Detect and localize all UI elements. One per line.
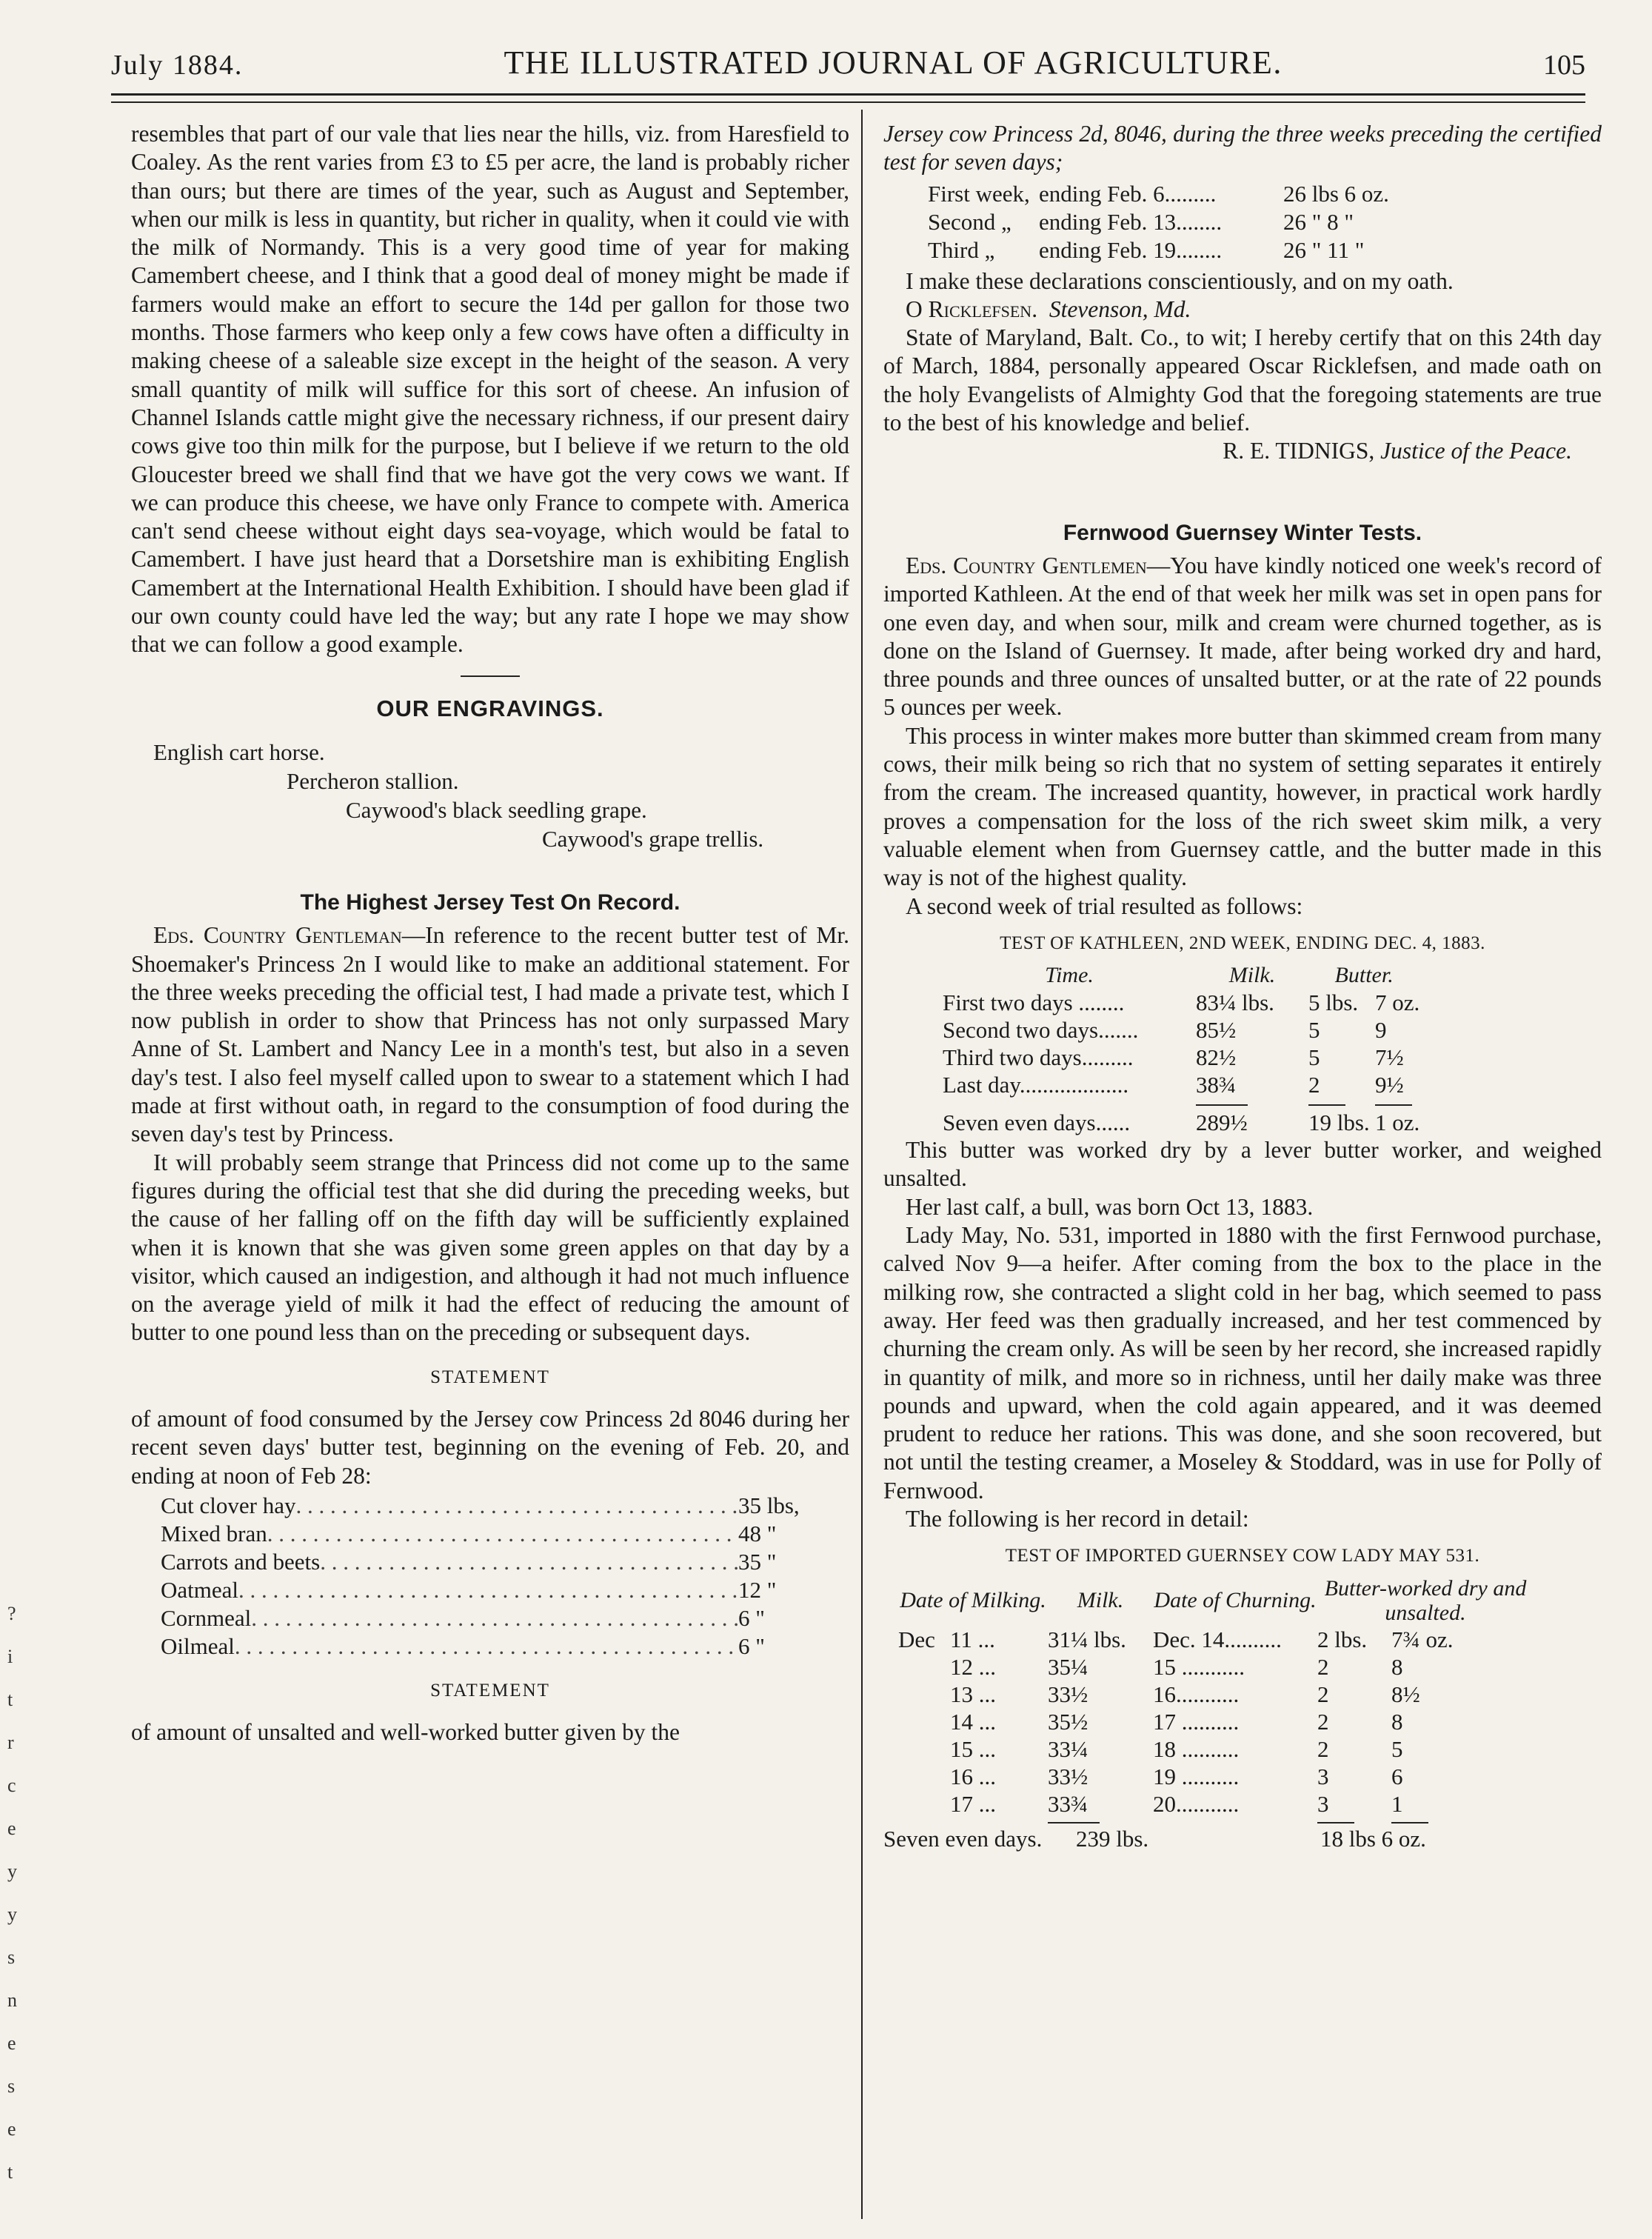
food-amount: 48 " bbox=[738, 1520, 777, 1546]
cell-day: 13 ... bbox=[950, 1681, 996, 1707]
food-item: Oilmeal bbox=[161, 1632, 235, 1659]
lady-may-table-title: TEST OF IMPORTED GUERNSEY COW LADY MAY 531. bbox=[1005, 1546, 1480, 1566]
week-row bbox=[928, 180, 1602, 208]
cell-butter-lbs: 2 bbox=[1317, 1653, 1329, 1680]
col-time: Time. bbox=[1045, 963, 1094, 988]
justice-name: R. E. TIDNIGS, bbox=[1223, 438, 1375, 464]
cell-time: Last day................... bbox=[943, 1072, 1129, 1098]
camembert-paragraph: resembles that part of our vale that lies near the hills, viz. from Haresfield to Coaley. As the rent varies from £3 to £5 per acre, the land is probably richer than ours; but there are times of the year, such as August and September, when our milk is less in quantity, but richer in quality, when it could vie with the milk of Normandy. This is a very good time of year for making Camembert cheese, and I think that a good deal of money might be made if farmers would make an effort to secure the 14d per gallon for those two months. Those farmers who keep only a few cows have often a difficulty in making cheese of a saleable size except in the height of the season. A very small quantity of milk will suffice for this sort of cheese. An infusion of Channel Islands cattle might give the necessary richness, if our present dairy cows give too thin milk for the purpose, but I believe if we return to the old Gloucester breed we shall find that we have got the very cows we want. If we can produce this cheese, we have only France to compete with. America can't send cheese without eight days sea-voyage, which would be fatal to Camembert. I have just heard that a Dorsetshire man is exhibiting English Camembert at the International Health Exhibition. I should have been glad if our own county could have led the way; but any rate I hope we may show that we can follow a good example. bbox=[131, 121, 849, 658]
food-row bbox=[161, 1520, 849, 1548]
food-row bbox=[161, 1604, 849, 1632]
cell-butter-oz: 9 bbox=[1375, 1017, 1387, 1044]
total-butter: 18 lbs 6 oz. bbox=[1320, 1825, 1426, 1852]
food-amount: 12 " bbox=[738, 1576, 777, 1603]
cell-day: 14 ... bbox=[950, 1708, 996, 1735]
week-ending: ending Feb. 6......... bbox=[1039, 180, 1217, 207]
signer-place: Stevenson, Md. bbox=[1049, 296, 1191, 322]
total-milk: 239 lbs. bbox=[1076, 1825, 1149, 1852]
cell-month bbox=[898, 1653, 950, 1681]
cell-butter-lbs: 5 bbox=[1308, 1044, 1320, 1071]
col-date-milking: Date of Milking. bbox=[900, 1588, 1046, 1613]
cell-butter-lbs: 2 bbox=[1317, 1735, 1329, 1762]
jersey-paragraph-2: It will probably seem strange that Princess did not come up to the same figures during the official test that she did during the preceding weeks, but the cause of her falling off on the fifth day will be sufficiently explained when it is known that she was given some green apples on that day by a visitor, which caused an indigestion, and although it had not much influence on the average yield of milk it had the effect of reducing the amount of butter to one pound less than on the preceding or subsequent days. bbox=[131, 1149, 849, 1346]
cell-butter-lbs: 2 bbox=[1308, 1072, 1320, 1098]
food-amount: 35 lbs, bbox=[738, 1492, 800, 1518]
table-row bbox=[898, 1626, 1534, 1653]
left-column bbox=[131, 120, 849, 1746]
fernwood-paragraph-1 bbox=[883, 552, 1602, 722]
fernwood-paragraph-1-text: —You have kindly noticed one week's record of imported Kathleen. At the end of that week her milk was set in open pans for one even day, and when sour, milk and cream were churned together, as is done on the Island of Guernsey. It made, after being worked dry and hard, three pounds and three ounces of unsalted butter, or at the rate of 22 pounds 5 ounces per week. bbox=[883, 552, 1602, 721]
cell-butter-lbs: 2 bbox=[1317, 1681, 1329, 1707]
justice-signature bbox=[883, 437, 1602, 465]
cell-day: 11 ... bbox=[950, 1626, 995, 1652]
margin-mark: n bbox=[7, 1989, 17, 2011]
food-amount: 6 " bbox=[738, 1632, 765, 1659]
cell-time: First two days ........ bbox=[943, 990, 1125, 1016]
cell-butter-oz: 7½ bbox=[1375, 1044, 1404, 1071]
food-item: Oatmeal bbox=[161, 1576, 239, 1603]
cell-milk: 82½ bbox=[1196, 1044, 1237, 1071]
cell-month: Dec bbox=[898, 1626, 935, 1652]
cell-butter-lbs: 5 bbox=[1308, 1017, 1320, 1044]
table-row bbox=[898, 1763, 1534, 1790]
affidavit: State of Maryland, Balt. Co., to wit; I hereby certify that on this 24th day of March, 1884, personally appeared Oscar Ricklefsen, and made oath on the holy Evangelists of Almighty God that the foregoing statements are true to the best of his knowledge and belief. bbox=[883, 324, 1602, 436]
col-milk: Milk. bbox=[1228, 963, 1276, 988]
after-paragraph-4: The following is her record in detail: bbox=[906, 1505, 1249, 1532]
margin-mark: t bbox=[7, 2161, 13, 2183]
cell-butter-oz: 6 bbox=[1391, 1763, 1403, 1789]
cell-butter-lbs: 3 bbox=[1317, 1763, 1329, 1789]
header-rule-secondary bbox=[111, 101, 1585, 103]
kathleen-header-row bbox=[943, 962, 1419, 989]
engraving-item: Percheron stallion. bbox=[287, 767, 459, 794]
margin-mark: y bbox=[7, 1861, 17, 1882]
cell-butter-oz: 5 bbox=[1391, 1735, 1403, 1762]
food-row bbox=[161, 1492, 849, 1520]
cell-churn-date: 15 ........... bbox=[1153, 1653, 1245, 1680]
cell-milk: 35½ bbox=[1048, 1708, 1088, 1735]
margin-mark: s bbox=[7, 2075, 16, 2097]
food-item: Mixed bran bbox=[161, 1520, 267, 1546]
food-item: Carrots and beets bbox=[161, 1548, 321, 1575]
lady-may-paragraph: Lady May, No. 531, imported in 1880 with the first Fernwood purchase, calved Nov 9—a heifer. After coming from the box to the place in the milking row, she contracted a slight cold in her bag, which seemed to pass away. Her feed was then gradually increased, and her test commenced by churning the cream only. As will be seen by her record, she increased rapidly in quantity of milk, and more so in richness, until her daily make was three pounds and upward, when the cold again appeared, and it was deemed prudent to reduce her rations. This was done, and she soon recovered, but not until the testing creamer, a Moseley & Stoddard, was in use for Polly of Fernwood. bbox=[883, 1222, 1602, 1504]
week-row bbox=[928, 236, 1602, 264]
lady-may-total-row bbox=[883, 1825, 1602, 1852]
declaration: I make these declarations conscientiously, and on my oath. bbox=[906, 267, 1454, 294]
cell-churn-date: 18 .......... bbox=[1153, 1735, 1240, 1762]
cell-total-lbs: 19 lbs. bbox=[1308, 1110, 1370, 1136]
cell-milk: 85½ bbox=[1196, 1017, 1237, 1044]
food-statement-text: of amount of food consumed by the Jersey cow Princess 2d 8046 during her recent seven days' butter test, beginning on the evening of Feb. 20, and ending at noon of Feb 28: bbox=[131, 1405, 849, 1489]
engraving-item: Caywood's black seedling grape. bbox=[346, 796, 647, 823]
margin-mark: e bbox=[7, 1818, 16, 1839]
cell-month bbox=[898, 1708, 950, 1735]
table-row bbox=[898, 1708, 1534, 1735]
table-row bbox=[943, 1016, 1419, 1044]
cell-churn-date: 16........... bbox=[1153, 1681, 1240, 1707]
right-column bbox=[883, 120, 1602, 1852]
cell-churn-date: 19 .......... bbox=[1153, 1763, 1240, 1789]
cell-month bbox=[898, 1790, 950, 1818]
signature-line bbox=[883, 296, 1602, 324]
fernwood-paragraph-3: A second week of trial resulted as follows: bbox=[906, 892, 1303, 919]
food-row bbox=[161, 1548, 849, 1576]
margin-mark: r bbox=[7, 1732, 14, 1753]
signer-name: O Ricklefsen. bbox=[906, 296, 1038, 322]
after-paragraph-1: This butter was worked dry by a lever butter worker, and weighed unsalted. bbox=[883, 1137, 1602, 1192]
lady-may-header-row bbox=[898, 1575, 1534, 1626]
cell-butter-oz: 7¾ oz. bbox=[1391, 1626, 1454, 1652]
cell-time: Second two days....... bbox=[943, 1017, 1139, 1044]
week-butter: 26 " 11 " bbox=[1283, 236, 1365, 263]
page-header bbox=[111, 30, 1585, 81]
cell-churn-date: 20........... bbox=[1153, 1790, 1240, 1817]
margin-mark: c bbox=[7, 1775, 16, 1796]
food-list bbox=[161, 1492, 849, 1661]
engraving-item: Caywood's grape trellis. bbox=[542, 825, 764, 852]
week-butter: 26 " 8 " bbox=[1283, 208, 1354, 235]
week-label: Third „ bbox=[928, 236, 995, 263]
cell-month bbox=[898, 1735, 950, 1763]
jersey-salutation: Eds. Country Gentleman bbox=[153, 922, 402, 949]
cell-butter-oz: 8 bbox=[1391, 1653, 1403, 1680]
food-row bbox=[161, 1576, 849, 1604]
weekly-butter-list bbox=[928, 180, 1602, 264]
cell-butter-lbs: 2 lbs. bbox=[1317, 1626, 1368, 1652]
table-row bbox=[898, 1653, 1534, 1681]
column-divider bbox=[861, 110, 863, 2219]
cell-day: 17 ... bbox=[950, 1790, 996, 1817]
cell-butter-oz: 8½ bbox=[1391, 1681, 1420, 1707]
lady-may-table bbox=[898, 1575, 1534, 1825]
butter-statement-text: of amount of unsalted and well-worked butter given by the bbox=[131, 1719, 680, 1746]
cell-day: 16 ... bbox=[950, 1763, 996, 1789]
cell-churn-date: 17 .......... bbox=[1153, 1708, 1240, 1735]
butter-statement-continued: Jersey cow Princess 2d, 8046, during the three weeks preceding the certified test for seven days; bbox=[883, 121, 1602, 176]
fernwood-paragraph-2: This process in winter makes more butter than skimmed cream from many cows, their milk being so rich that no system of setting separates it entirely from the cream. The increased quantity, however, in practical work hardly proves a compensation for the loss of the rich sweet skim milk, a very valuable element when from Guernsey cattle, and the butter made in this way is not of the highest quality. bbox=[883, 722, 1602, 891]
engravings-heading: OUR ENGRAVINGS. bbox=[376, 695, 604, 721]
margin-mark: e bbox=[7, 2118, 16, 2140]
week-ending: ending Feb. 13........ bbox=[1039, 208, 1223, 235]
after-paragraph-2: Her last calf, a bull, was born Oct 13, 1883. bbox=[906, 1193, 1314, 1220]
cell-milk: 33¾ bbox=[1048, 1790, 1088, 1817]
col-milk: Milk. bbox=[1077, 1588, 1124, 1613]
cell-day: 15 ... bbox=[950, 1735, 996, 1762]
table-row bbox=[898, 1790, 1534, 1818]
food-row bbox=[161, 1632, 849, 1661]
week-label: Second „ bbox=[928, 208, 1011, 235]
table-row bbox=[943, 989, 1419, 1016]
margin-mark: y bbox=[7, 1903, 17, 1925]
justice-title: Justice of the Peace. bbox=[1380, 438, 1572, 464]
col-date-churning: Date of Churning. bbox=[1154, 1588, 1317, 1613]
engraving-item: English cart horse. bbox=[153, 738, 325, 765]
week-label: First week, bbox=[928, 180, 1030, 207]
food-amount: 35 " bbox=[738, 1548, 777, 1575]
cell-butter-lbs: 3 bbox=[1317, 1790, 1329, 1817]
statement-heading-butter: STATEMENT bbox=[430, 1680, 550, 1701]
week-row bbox=[928, 208, 1602, 236]
kathleen-table-title: TEST OF KATHLEEN, 2ND WEEK, ENDING DEC. 4, 1883. bbox=[1000, 932, 1485, 953]
cell-day: 12 ... bbox=[950, 1653, 996, 1680]
cell-month bbox=[898, 1681, 950, 1708]
table-row bbox=[898, 1681, 1534, 1708]
table-row bbox=[943, 1044, 1419, 1071]
col-butter: Butter. bbox=[1334, 963, 1394, 988]
cell-time: Third two days......... bbox=[943, 1044, 1134, 1071]
col-butter: Butter-worked dry and unsalted. bbox=[1324, 1575, 1527, 1625]
cell-butter-oz: 8 bbox=[1391, 1708, 1403, 1735]
table-row bbox=[898, 1735, 1534, 1763]
week-butter: 26 lbs 6 oz. bbox=[1283, 180, 1389, 207]
cell-milk: 33½ bbox=[1048, 1681, 1088, 1707]
journal-title: THE ILLUSTRATED JOURNAL OF AGRICULTURE. bbox=[504, 44, 1283, 81]
total-label: Seven even days. bbox=[883, 1825, 1043, 1852]
cell-milk: 35¼ bbox=[1048, 1653, 1088, 1680]
kathleen-total-row bbox=[943, 1109, 1419, 1136]
cell-total-milk: 289½ bbox=[1196, 1110, 1248, 1136]
header-date: July 1884. bbox=[111, 50, 244, 81]
cell-butter-oz: 7 oz. bbox=[1375, 990, 1420, 1016]
table-row bbox=[943, 1071, 1419, 1098]
margin-mark: t bbox=[7, 1689, 13, 1710]
margin-mark: e bbox=[7, 2032, 16, 2054]
page-number: 105 bbox=[1543, 50, 1585, 81]
jersey-paragraph-1-text: —In reference to the recent butter test of Mr. Shoemaker's Princess 2n I would like to make an additional statement. For the three weeks preceding the official test, I had made a private test, which I now publish in order to show that Princess has not only surpassed Mary Anne of St. Lambert and Nancy Lee in a month's test, but also in a seven day's test. I also feel myself called upon to swear to a statement which I had made at first without oath, in regard to the consumption of food during the seven day's test by Princess. bbox=[131, 922, 849, 1147]
cell-butter-lbs: 2 bbox=[1317, 1708, 1329, 1735]
margin-marks bbox=[7, 1592, 22, 2194]
cell-butter-oz: 1 bbox=[1391, 1790, 1403, 1817]
kathleen-table bbox=[943, 962, 1419, 1136]
cell-milk: 33½ bbox=[1048, 1763, 1088, 1789]
statement-heading-food: STATEMENT bbox=[430, 1367, 550, 1387]
cell-butter-lbs: 5 lbs. bbox=[1308, 990, 1359, 1016]
margin-mark: ? bbox=[7, 1603, 16, 1624]
cell-milk: 83¼ lbs. bbox=[1196, 990, 1274, 1016]
cell-milk: 31¼ lbs. bbox=[1048, 1626, 1126, 1652]
food-item: Cut clover hay bbox=[161, 1492, 296, 1518]
cell-butter-oz: 9½ bbox=[1375, 1072, 1404, 1098]
week-ending: ending Feb. 19........ bbox=[1039, 236, 1223, 263]
cell-churn-date: Dec. 14.......... bbox=[1153, 1626, 1282, 1652]
food-amount: 6 " bbox=[738, 1604, 765, 1631]
cell-total-label: Seven even days...... bbox=[943, 1110, 1131, 1136]
engravings-list bbox=[131, 738, 849, 853]
jersey-paragraph-1 bbox=[131, 921, 849, 1148]
header-rule bbox=[111, 93, 1585, 96]
fernwood-article-heading: Fernwood Guernsey Winter Tests. bbox=[1063, 520, 1422, 545]
cell-month bbox=[898, 1763, 950, 1790]
cell-total-oz: 1 oz. bbox=[1375, 1110, 1420, 1136]
margin-mark: i bbox=[7, 1646, 13, 1667]
cell-milk: 33¼ bbox=[1048, 1735, 1088, 1762]
section-divider bbox=[461, 675, 520, 677]
margin-mark: s bbox=[7, 1946, 16, 1968]
fernwood-salutation: Eds. Country Gentlemen bbox=[906, 552, 1147, 578]
jersey-article-heading: The Highest Jersey Test On Record. bbox=[300, 890, 680, 915]
cell-milk: 38¾ bbox=[1196, 1072, 1237, 1098]
food-item: Cornmeal bbox=[161, 1604, 252, 1631]
